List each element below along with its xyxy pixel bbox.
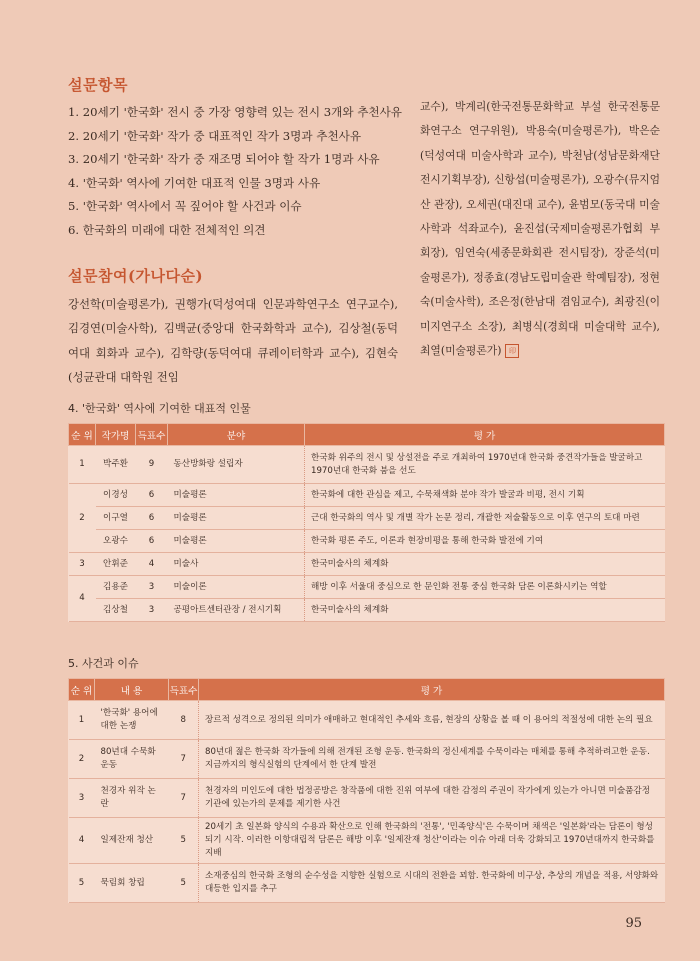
survey-item: 4. '한국화' 역사에 기여한 대표적 인물 3명과 사유: [68, 175, 321, 190]
votes-cell: 9: [136, 446, 168, 484]
header-content: 내 용: [95, 679, 169, 701]
field-cell: 미술사: [168, 553, 305, 576]
rank-cell: 3: [69, 553, 96, 576]
rank-cell: 2: [69, 740, 95, 779]
name-cell: 이구열: [96, 507, 136, 530]
eval-cell: 천경자의 미인도에 대한 법정공방은 창작품에 대한 진위 여부에 대한 감정의 주권이 작가에게 있는가 아니면 미술품감정 기관에 있는가의 문제를 제기한 사건: [199, 779, 665, 818]
eval-cell: 20세기 초 일본화 양식의 수용과 확산으로 인해 한국화의 '전통', '민족양식'은 수묵이며 채색은 '일본화'라는 담론이 형성되기 시작. 이러한 이항대립적 담론은 해방 이후 '일제잔재 청산'이라는 이슈 아래 더욱 강화되고 1970년대까지 한국화를 지배: [199, 818, 665, 864]
content-cell: 일제잔재 청산: [95, 818, 169, 864]
content-cell: '한국화' 용어에 대한 논쟁: [95, 701, 169, 740]
name-cell: 박주환: [96, 446, 136, 484]
votes-cell: 3: [136, 599, 168, 622]
table-header-row: [69, 679, 665, 701]
votes-cell: 4: [136, 553, 168, 576]
name-cell: 오광수: [96, 530, 136, 553]
participants-text: 강선학(미술평론가), 권행가(덕성여대 인문과학연구소 연구교수), 김경연(미술사학), 김백균(중앙대 한국화학과 교수), 김상철(동덕여대 회화과 교수), 김학량(동덕여대 큐레이터학과 교수), 김현숙(성균관대 대학원 전임: [68, 296, 398, 385]
content-cell: 묵림회 창립: [95, 864, 169, 903]
table-row: [69, 507, 665, 530]
eval-cell: 근대 한국화의 역사 및 개별 작가 논문 정리, 개괄한 저술활동으로 이후 연구의 토대 마련: [305, 507, 665, 530]
header-votes: 득표수: [169, 679, 199, 701]
rank-cell: 2: [69, 484, 96, 553]
table-row: [69, 446, 665, 484]
survey-item: 1. 20세기 '한국화' 전시 중 가장 영향력 있는 전시 3개와 추천사유: [68, 105, 403, 119]
table-row: [69, 553, 665, 576]
survey-item: 6. 한국화의 미래에 대한 전체적인 의견: [68, 222, 266, 237]
votes-cell: 7: [169, 779, 199, 818]
survey-item: 3. 20세기 '한국화' 작가 중 재조명 되어야 할 작가 1명과 사유: [68, 152, 380, 167]
eval-cell: 한국화 평론 주도, 이론과 현장비평을 통해 한국화 발전에 기여: [305, 530, 665, 553]
eval-cell: 장르적 성격으로 정의된 의미가 애매하고 현대적인 추세와 흐름, 현장의 상황을 볼 때 이 용어의 적절성에 대한 논의 필요: [199, 701, 665, 740]
left-column: [68, 74, 403, 390]
survey-item: 2. 20세기 '한국화' 작가 중 대표적인 작가 3명과 추천사유: [68, 128, 362, 143]
contributors-table: [68, 423, 665, 622]
table5-title: 5. 사건과 이슈: [68, 657, 139, 670]
table-row: [69, 530, 665, 553]
votes-cell: 7: [169, 740, 199, 779]
table-row: [69, 818, 665, 864]
header-name: 작가명: [96, 424, 136, 446]
table-row: [69, 864, 665, 903]
participants-text-continued: [420, 95, 660, 363]
survey-item: 5. '한국화' 역사에서 꼭 짚어야 할 사건과 이슈: [68, 199, 302, 214]
page-number: 95: [625, 916, 642, 931]
eval-cell: 해방 이후 서울대 중심으로 한 문인화 전통 중심 한국화 담론 이론화시키는 역할: [305, 576, 665, 599]
rank-cell: 4: [69, 818, 95, 864]
rank-cell: 1: [69, 446, 96, 484]
votes-cell: 6: [136, 530, 168, 553]
votes-cell: 6: [136, 484, 168, 507]
field-cell: 미술평론: [168, 507, 305, 530]
participants-heading: 설문참여(가나다순): [68, 266, 204, 285]
rank-cell: 3: [69, 779, 95, 818]
table-row: [69, 779, 665, 818]
rank-cell: 4: [69, 576, 96, 622]
eval-cell: 한국화에 대한 관심을 제고, 수묵채색화 분야 작가 발굴과 비평, 전시 기획: [305, 484, 665, 507]
rank-cell: 1: [69, 701, 95, 740]
votes-cell: 8: [169, 701, 199, 740]
survey-items-list: [68, 101, 403, 243]
name-cell: 김상철: [96, 599, 136, 622]
table-row: [69, 740, 665, 779]
eval-cell: 소재중심의 한국화 조형의 순수성을 지향한 실험으로 시대의 전환을 꾀함. 한국화에 비구상, 추상의 개념을 적용, 서양화와 대등한 입지를 추구: [199, 864, 665, 903]
rank-cell: 5: [69, 864, 95, 903]
table-header-row: [69, 424, 665, 446]
field-cell: 미술이론: [168, 576, 305, 599]
content-cell: 천경자 위작 논란: [95, 779, 169, 818]
header-eval: 평 가: [305, 424, 665, 446]
field-cell: 공평아트센터관장 / 전시기획: [168, 599, 305, 622]
name-cell: 김용준: [96, 576, 136, 599]
votes-cell: 6: [136, 507, 168, 530]
header-rank: 순 위: [69, 679, 95, 701]
header-eval: 평 가: [199, 679, 665, 701]
survey-items-heading: 설문항목: [68, 76, 128, 94]
right-column: [420, 95, 660, 363]
votes-cell: 5: [169, 818, 199, 864]
eval-cell: 한국미술사의 체계화: [305, 553, 665, 576]
table-row: [69, 599, 665, 622]
seal-icon: 印: [505, 344, 519, 358]
name-cell: 이경성: [96, 484, 136, 507]
votes-cell: 3: [136, 576, 168, 599]
table-row: [69, 576, 665, 599]
header-field: 분야: [168, 424, 305, 446]
field-cell: 동산방화랑 설립자: [168, 446, 305, 484]
issues-table: [68, 678, 665, 903]
name-cell: 안휘준: [96, 553, 136, 576]
field-cell: 미술평론: [168, 530, 305, 553]
eval-cell: 80년대 젊은 한국화 작가들에 의해 전개된 조형 운동. 한국화의 정신세계를 수묵이라는 매체를 통해 추적하려고한 운동. 지금까지의 형식실험의 단계에서 한 단계 발전: [199, 740, 665, 779]
table4-title: 4. '한국화' 역사에 기여한 대표적 인물: [68, 402, 251, 415]
eval-cell: 한국화 위주의 전시 및 상설전을 주로 개최하여 1970년대 한국화 중견작가들을 발굴하고 1970년대 한국화 붐을 선도: [305, 446, 665, 484]
participants-continued-text: 교수), 박계리(한국전통문화학교 부설 한국전통문화연구소 연구위원), 박용숙(미술평론가), 박은순(덕성여대 미술사학과 교수), 박천남(성남문화재단 전시기획부장), 신항섭(미술평론가), 오광수(뮤지엄산 관장), 오세권(대진대 교수), 윤범모(동국대 미술사학과 석좌교수), 윤진섭(국제미술평론가협회 부회장), 임연숙(세종문화회관 전시팀장), 장준석(미술평론가), 정종효(경남도립미술관 학예팀장), 정현숙(미술사학), 조은정(한남대 겸임교수), 최광진(이미지연구소 소장), 최병식(경희대 미술대학 교수), 최열(미술평론가): [420, 100, 660, 358]
field-cell: 미술평론: [168, 484, 305, 507]
header-votes: 득표수: [136, 424, 168, 446]
table-row: [69, 484, 665, 507]
table-row: [69, 701, 665, 740]
votes-cell: 5: [169, 864, 199, 903]
header-rank: 순 위: [69, 424, 96, 446]
eval-cell: 한국미술사의 체계화: [305, 599, 665, 622]
content-cell: 80년대 수묵화 운동: [95, 740, 169, 779]
